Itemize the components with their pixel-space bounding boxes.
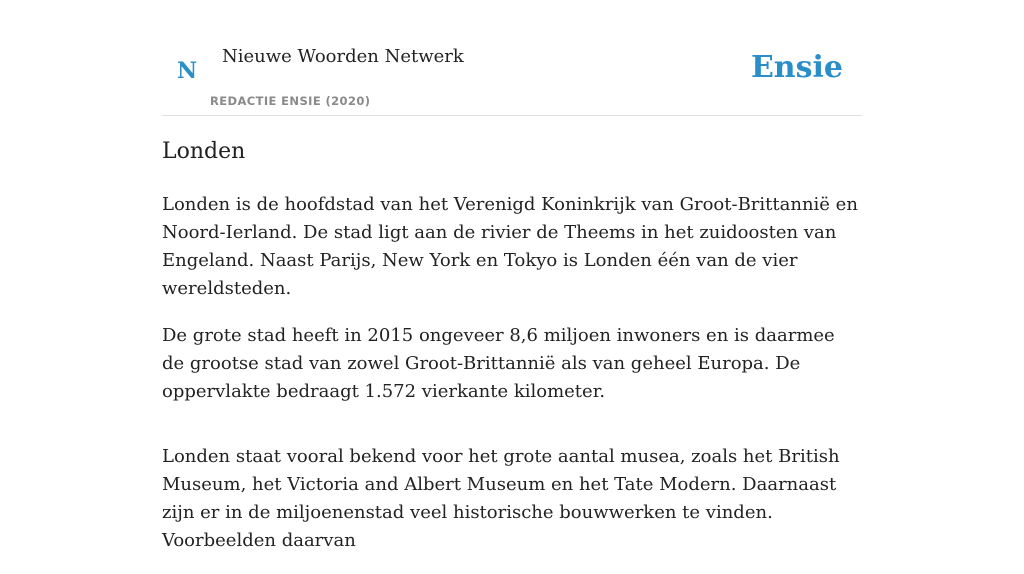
site-title[interactable]: Nieuwe Woorden Netwerk [222, 46, 464, 67]
brand-logo[interactable]: Ensie [750, 50, 843, 85]
article-body [162, 191, 862, 574]
author-byline: REDACTIE ENSIE (2020) [210, 94, 371, 108]
paragraph-2: De grote stad heeft in 2015 ongeveer 8,6 miljoen inwoners en is daarmee de grootse stad van zowel Groot-Brittannië als van geheel Europa. De oppervlakte bedraagt 1.572 vierkante kilometer. [162, 325, 835, 402]
paragraph-3: Londen staat vooral bekend voor het grote aantal musea, zoals het British Museum, het Victoria and Albert Museum en het Tate Modern. Daarnaast zijn er in de miljoenenstad veel historische bouwwerken te vinden. Voorbeelden daarvan [162, 446, 840, 551]
paragraph-1: Londen is de hoofdstad van het Verenigd Koninkrijk van Groot-Brittannië en Noord-Ierland. De stad ligt aan de rivier de Theems in het zuidoosten van Engeland. Naast Parijs, New York en Tokyo is Londen één van de vier wereldsteden. [162, 194, 858, 299]
page-container [162, 0, 862, 551]
page-header [162, 0, 862, 116]
article-title: Londen [162, 139, 246, 164]
site-logo-letter[interactable]: N [177, 58, 198, 84]
